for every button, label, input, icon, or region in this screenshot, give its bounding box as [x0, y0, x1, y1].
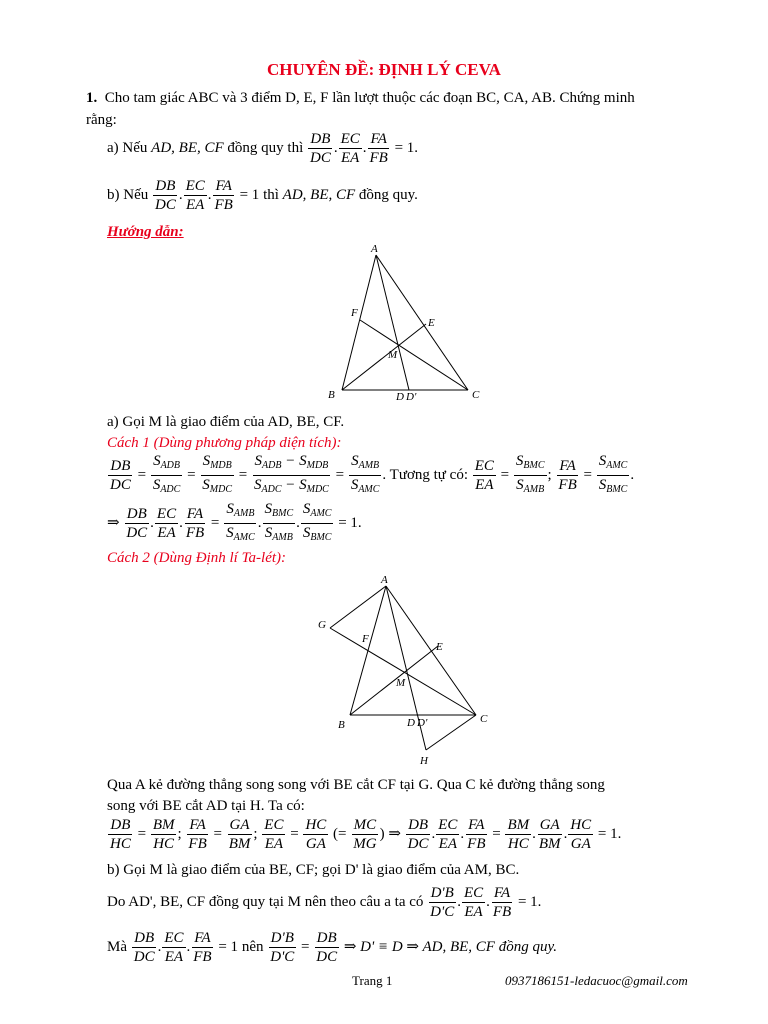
part-a-prefix: a) Nếu: [107, 140, 148, 156]
label-A: A: [371, 243, 378, 255]
guide-heading: Hướng dẫn:: [107, 224, 184, 240]
label-E: E: [436, 641, 443, 653]
label-M: M: [388, 349, 398, 361]
part-b-suffix: đồng quy.: [358, 187, 418, 203]
problem-statement-line-2: rằng:: [86, 112, 117, 128]
part-a-lines: AD, BE, CF: [151, 140, 224, 156]
page-title: CHUYÊN ĐỀ: ĐỊNH LÝ CEVA: [267, 60, 501, 79]
solution-b-line-3: Mà $\frac{DB}{DC}$ . $\frac{EC}{EA}$ . $\frac{FA}{FB}$ = 1 nên $\frac{D'B}{D'C}$ = $\frac{DB}{DC}$ ⇒ D' ≡ D ⇒ AD, BE, CF đồng quy.: [107, 930, 558, 966]
label-M: M: [396, 677, 406, 689]
footer-contact: 0937186151-ledacuoc@gmail.com: [505, 973, 688, 988]
method1-heading: Cách 1 (Dùng phương pháp diện tích):: [107, 435, 342, 451]
solution-b-line-3-suffix: ⇒ D' ≡ D ⇒ AD, BE, CF đồng quy.: [343, 939, 558, 955]
label-F: F: [362, 633, 369, 645]
solution-b-line-3-prefix: Mà: [107, 939, 127, 955]
method1-similar: . Tương tự có:: [382, 466, 468, 483]
label-D: D: [396, 391, 404, 403]
solution-b-line-3-mid: nên: [241, 939, 264, 955]
label-F: F: [351, 307, 358, 319]
solution-a-intro: a) Gọi M là giao điểm của AD, BE, CF.: [107, 414, 345, 430]
method2-equation: $\frac{DB}{HC}$ = $\frac{BM}{HC}$ ; $\frac{FA}{FB}$ = $\frac{GA}{BM}$ ; $\frac{EC}{EA}$ = $\frac{HC}{GA}$ (= $\frac{MC}{MG}$ ) ⇒ $\frac{DB}{DC}$ . $\frac{EC}{EA}$ . $\frac{FA}{FB}$ = $\frac{BM}{HC}$ . $\frac{GA}{BM}$ . $\frac{HC}{GA}$ = 1.: [110, 817, 622, 853]
part-b-prefix: b) Nếu: [107, 187, 149, 203]
method2-heading: Cách 2 (Dùng Định lí Ta-lét):: [107, 550, 287, 566]
part-a: a) Nếu AD, BE, CF đồng quy thì $\frac{DB}{DC}$ . $\frac{EC}{EA}$ . $\frac{FA}{FB}$ = 1.: [107, 131, 419, 167]
problem-statement: Cho tam giác ABC và 3 điểm D, E, F lần lượt thuộc các đoạn BC, CA, AB. Chứng minh: [104, 90, 635, 106]
method2-text-2: song với BE cắt AD tại H. Ta có:: [107, 798, 305, 814]
fraction: $\frac{DB}{DC}$: [310, 131, 331, 167]
label-E: E: [428, 317, 435, 329]
footer-page-number: Trang 1: [352, 973, 393, 988]
problem-number: 1.: [86, 90, 98, 106]
label-B: B: [338, 719, 345, 731]
solution-b-line-2: Do AD', BE, CF đồng quy tại M nên theo câu a ta có $\frac{D'B}{D'C}$ . $\frac{EC}{EA}$ . $\frac{FA}{FB}$ = 1.: [107, 885, 542, 921]
triangle-figure-1: [320, 240, 490, 405]
label-C: C: [472, 389, 480, 401]
problem-statement-line-1: [86, 88, 635, 108]
part-b-mid: thì: [263, 187, 279, 203]
part-a-mid: đồng quy thì: [227, 140, 304, 156]
label-C: C: [480, 713, 488, 725]
solution-b-line-1: b) Gọi M là giao điểm của BE, CF; gọi D' là giao điểm của AM, BC.: [107, 862, 520, 878]
label-G: G: [318, 619, 326, 631]
label-D-prime: D': [417, 717, 428, 729]
part-b: b) Nếu $\frac{DB}{DC}$ . $\frac{EC}{EA}$ . $\frac{FA}{FB}$ = 1 thì AD, BE, CF đồng quy.: [107, 178, 418, 214]
label-D: D: [407, 717, 415, 729]
label-D-prime: D': [406, 391, 417, 403]
method2-text-1: Qua A kẻ đường thẳng song song với BE cắt CF tại G. Qua C kẻ đường thẳng song: [107, 777, 605, 793]
triangle-figure-2: [310, 570, 500, 770]
label-A: A: [381, 574, 388, 586]
label-B: B: [328, 389, 335, 401]
method1-equation-2: ⇒ $\frac{DB}{DC}$ . $\frac{EC}{EA}$ . $\frac{FA}{FB}$ = $\frac{S_{AMB}}{S_{AMC}}$ . $\frac{S_{BMC}}{S_{AMB}}$ . $\frac{S_{AMC}}{S_{BMC}}$ = 1.: [107, 501, 362, 543]
method1-equation-1: $\frac{DB}{DC}$ = $\frac{S_{ADB}}{S_{ADC}}$ = $\frac{S_{MDB}}{S_{MDC}}$ = $\frac{S_{ADB} - S_{MDB}}{S_{ADC} - S_{MDC}}$ = $\frac{S_{AMB}}{S_{AMC}}$ . Tương tự có: $\frac{EC}{EA}$ = $\frac{S_{BMC}}{S_{AMB}}$ ; $\frac{FA}{FB}$ = $\frac{S_{AMC}}{S_{BMC}}$ .: [110, 453, 635, 495]
part-b-lines: AD, BE, CF: [282, 187, 356, 203]
solution-b-line-2-text: Do AD', BE, CF đồng quy tại M nên theo câu a ta có: [107, 894, 424, 910]
label-H: H: [420, 755, 428, 767]
